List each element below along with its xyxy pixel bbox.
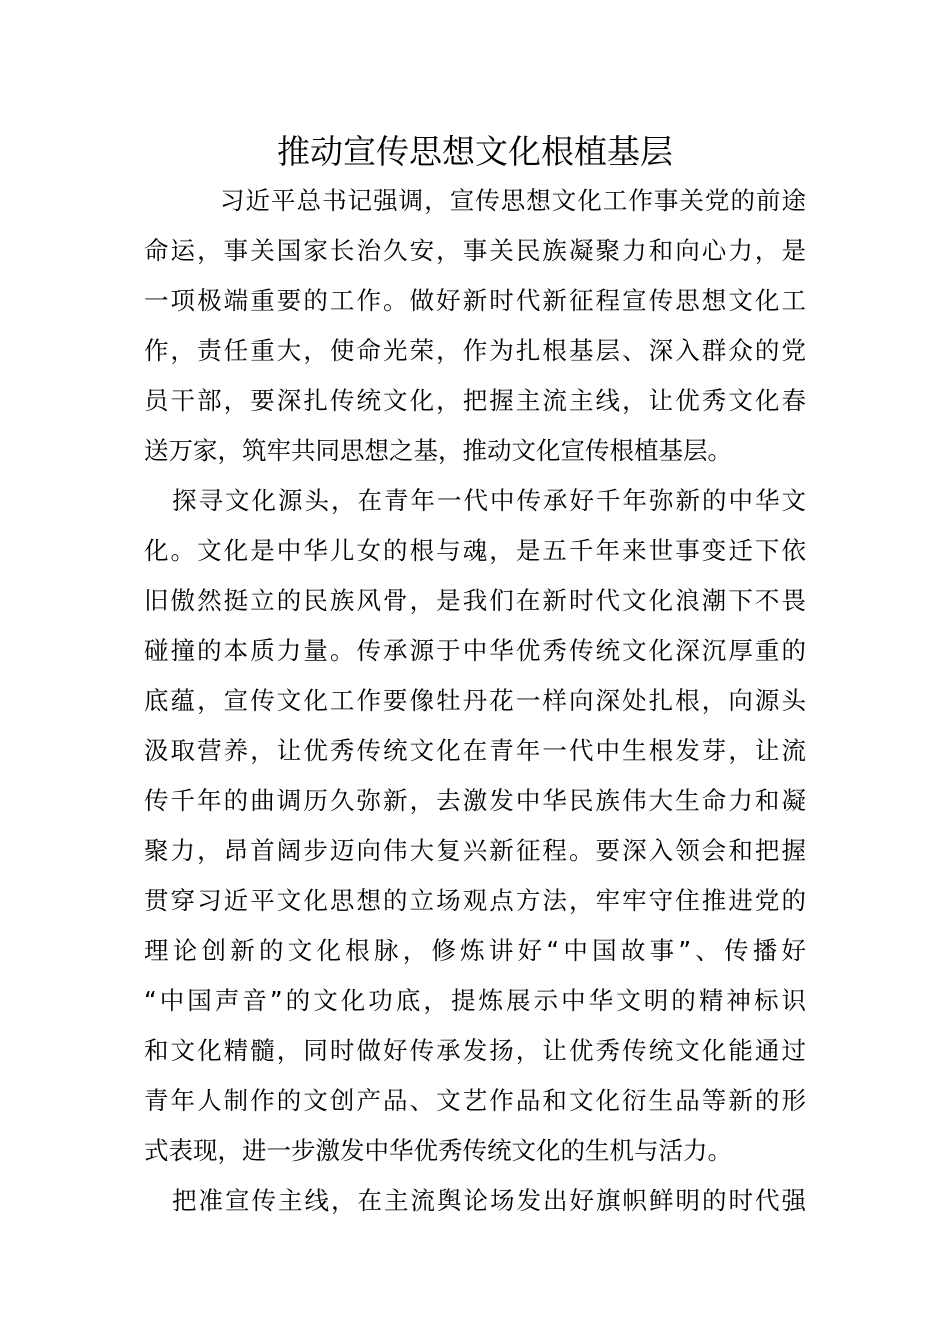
paragraph-line: 式表现，进一步激发中华优秀传统文化的生机与活力。	[144, 1136, 732, 1165]
paragraph-line: 旧傲然挺立的民族风骨，是我们在新时代文化浪潮下不畏	[144, 586, 806, 615]
paragraph-line: 化。文化是中华儿女的根与魂，是五千年来世事变迁下依	[144, 536, 806, 565]
paragraph-line: 一项极端重要的工作。做好新时代新征程宣传思想文化工	[144, 286, 806, 315]
paragraph-line: 理论创新的文化根脉，修炼讲好“中国故事”、传播好	[144, 936, 806, 965]
paragraph-line: 探寻文化源头，在青年一代中传承好千年弥新的中华文	[172, 486, 806, 515]
paragraph-line: 青年人制作的文创产品、文艺作品和文化衍生品等新的形	[144, 1086, 806, 1115]
paragraph-line: “中国声音”的文化功底，提炼展示中华文明的精神标识	[144, 986, 806, 1015]
paragraph-line: 和文化精髓，同时做好传承发扬，让优秀传统文化能通过	[144, 1036, 806, 1065]
paragraph-line: 习近平总书记强调，宣传思想文化工作事关党的前途	[220, 186, 806, 215]
paragraph-line: 聚力，昂首阔步迈向伟大复兴新征程。要深入领会和把握	[144, 836, 806, 865]
paragraph-line: 贯穿习近平文化思想的立场观点方法，牢牢守住推进党的	[144, 886, 806, 915]
paragraph-line: 把准宣传主线，在主流舆论场发出好旗帜鲜明的时代强	[172, 1186, 806, 1215]
paragraph-line: 碰撞的本质力量。传承源于中华优秀传统文化深沉厚重的	[144, 636, 806, 665]
paragraph-line: 作，责任重大，使命光荣，作为扎根基层、深入群众的党	[144, 336, 806, 365]
paragraph-line: 底蕴，宣传文化工作要像牡丹花一样向深处扎根，向源头	[144, 686, 806, 715]
paragraph-line: 传千年的曲调历久弥新，去激发中华民族伟大生命力和凝	[144, 786, 806, 815]
paragraph-line: 汲取营养，让优秀传统文化在青年一代中生根发芽，让流	[144, 736, 806, 765]
paragraph-line: 员干部，要深扎传统文化，把握主流主线，让优秀文化春	[144, 386, 806, 415]
document-title: 推动宣传思想文化根植基层	[277, 132, 673, 171]
paragraph-line: 命运，事关国家长治久安，事关民族凝聚力和向心力，是	[144, 236, 806, 265]
paragraph-line: 送万家，筑牢共同思想之基，推动文化宣传根植基层。	[144, 436, 732, 465]
